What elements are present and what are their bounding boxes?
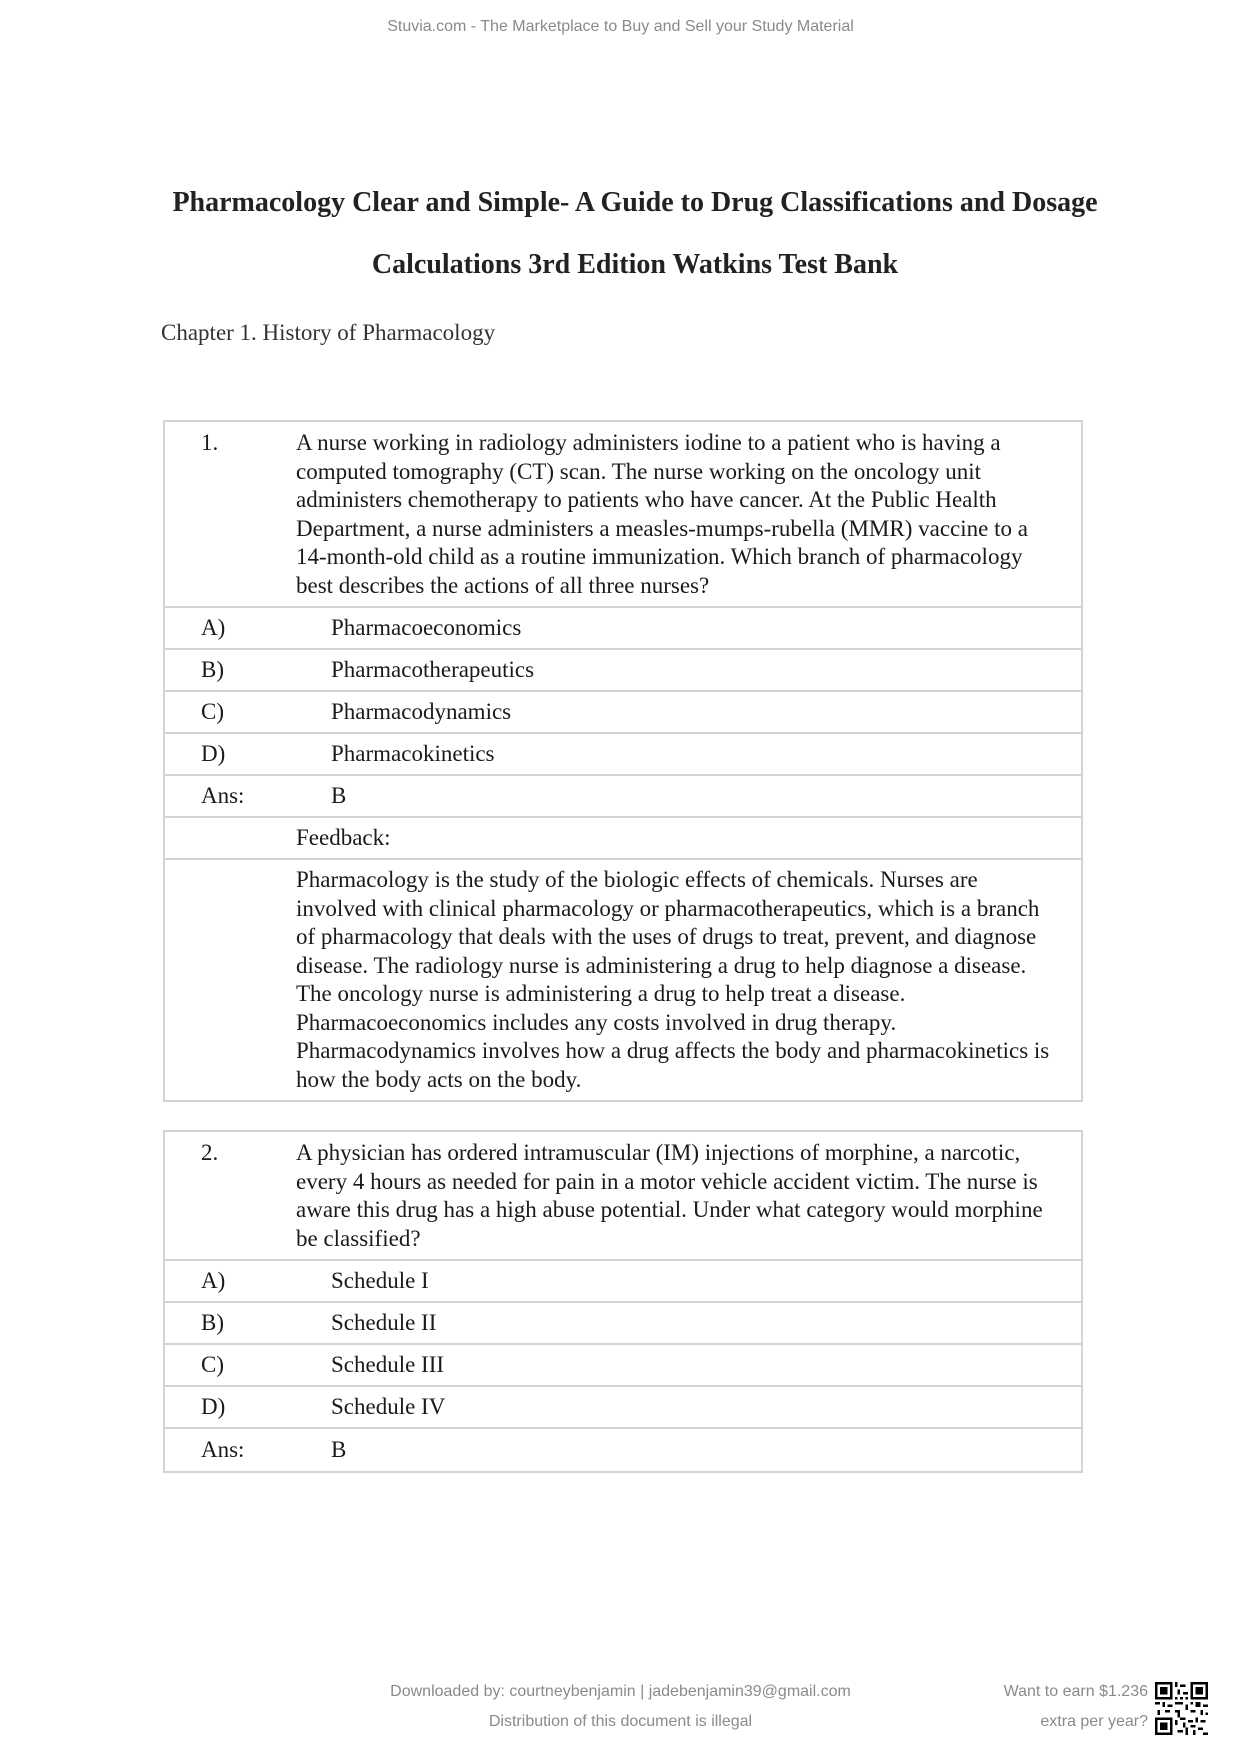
qr-code-icon[interactable]: [1155, 1682, 1208, 1735]
option-text: Schedule IV: [331, 1393, 446, 1419]
option-row: [165, 1345, 1081, 1387]
feedback-text: Pharmacology is the study of the biologic effects of chemicals. Nurses are involved with clinical pharmacology or pharmacotherapeutics, which is a branch of pharmacology that deals with the uses of drugs to treat, prevent, and diagnose disease. The radiology nurse is administering a drug to help diagnose a disease. The oncology nurse is administering a drug to help treat a disease. Pharmacoeconomics includes any costs involved in drug therapy. Pharmacodynamics involves how a drug affects the body and pharmacokinetics is how the body acts on the body.: [296, 867, 1050, 1092]
earn-promo-line-1[interactable]: Want to earn $1.236: [1003, 1683, 1148, 1700]
document-title: [140, 172, 1130, 296]
option-letter: D): [201, 740, 226, 766]
option-row: [165, 650, 1081, 692]
option-row: [165, 1261, 1081, 1303]
question-row: [165, 1132, 1081, 1261]
option-letter: C): [201, 698, 224, 724]
feedback-label-row: [165, 818, 1081, 860]
option-letter: C): [201, 1351, 224, 1377]
option-row: [165, 1303, 1081, 1345]
option-text: Pharmacodynamics: [331, 698, 512, 724]
answer-label: Ans:: [201, 782, 245, 808]
title-line-2: Calculations 3rd Edition Watkins Test Bank: [371, 249, 899, 280]
option-text: Schedule II: [331, 1309, 437, 1335]
option-letter: B): [201, 656, 224, 682]
option-letter: A): [201, 1267, 226, 1293]
option-row: [165, 608, 1081, 650]
title-line-1: Pharmacology Clear and Simple- A Guide to Drug Classifications and Dosage: [172, 187, 1098, 218]
question-text: A physician has ordered intramuscular (IM) injections of morphine, a narcotic, every 4 hours as needed for pain in a motor vehicle accident victim. The nurse is aware this drug has a high abuse potential. Under what category would morphine be classified?: [296, 1140, 1043, 1251]
question-row: [165, 422, 1081, 608]
answer-label: Ans:: [201, 1436, 245, 1462]
option-text: Pharmacokinetics: [331, 740, 495, 766]
downloaded-by-text: Downloaded by: courtneybenjamin | jadebenjamin39@gmail.com: [390, 1683, 851, 1700]
option-letter: D): [201, 1393, 226, 1419]
option-text: Schedule III: [331, 1351, 445, 1377]
feedback-row: [165, 860, 1081, 1100]
option-text: Schedule I: [331, 1267, 429, 1293]
question-text: A nurse working in radiology administers iodine to a patient who is having a computed tomography (CT) scan. The nurse working on the oncology unit administers chemotherapy to patients who have cancer. At the Public Health Department, a nurse administers a measles-mumps-rubella (MMR) vaccine to a 14-month-old child as a routine immunization. Which branch of pharmacology best describes the actions of all three nurses?: [296, 430, 1028, 598]
option-row: [165, 692, 1081, 734]
option-text: Pharmacotherapeutics: [331, 656, 535, 682]
option-letter: B): [201, 1309, 224, 1335]
question-card: [163, 420, 1083, 1102]
question-card: [163, 1130, 1083, 1473]
answer-value: B: [331, 782, 347, 808]
answer-value: B: [331, 1436, 347, 1462]
earn-promo-line-2[interactable]: extra per year?: [1040, 1713, 1148, 1730]
option-row: [165, 1387, 1081, 1429]
chapter-heading: Chapter 1. History of Pharmacology: [161, 320, 496, 345]
option-text: Pharmacoeconomics: [331, 614, 522, 640]
answer-row: [165, 1429, 1081, 1471]
answer-row: [165, 776, 1081, 818]
option-letter: A): [201, 614, 226, 640]
option-row: [165, 734, 1081, 776]
question-number: 1.: [201, 430, 219, 455]
question-number: 2.: [201, 1140, 219, 1165]
distribution-notice: Distribution of this document is illegal: [488, 1713, 753, 1730]
feedback-label: Feedback:: [296, 824, 391, 850]
site-banner: Stuvia.com - The Marketplace to Buy and Sell your Study Material: [387, 18, 854, 35]
